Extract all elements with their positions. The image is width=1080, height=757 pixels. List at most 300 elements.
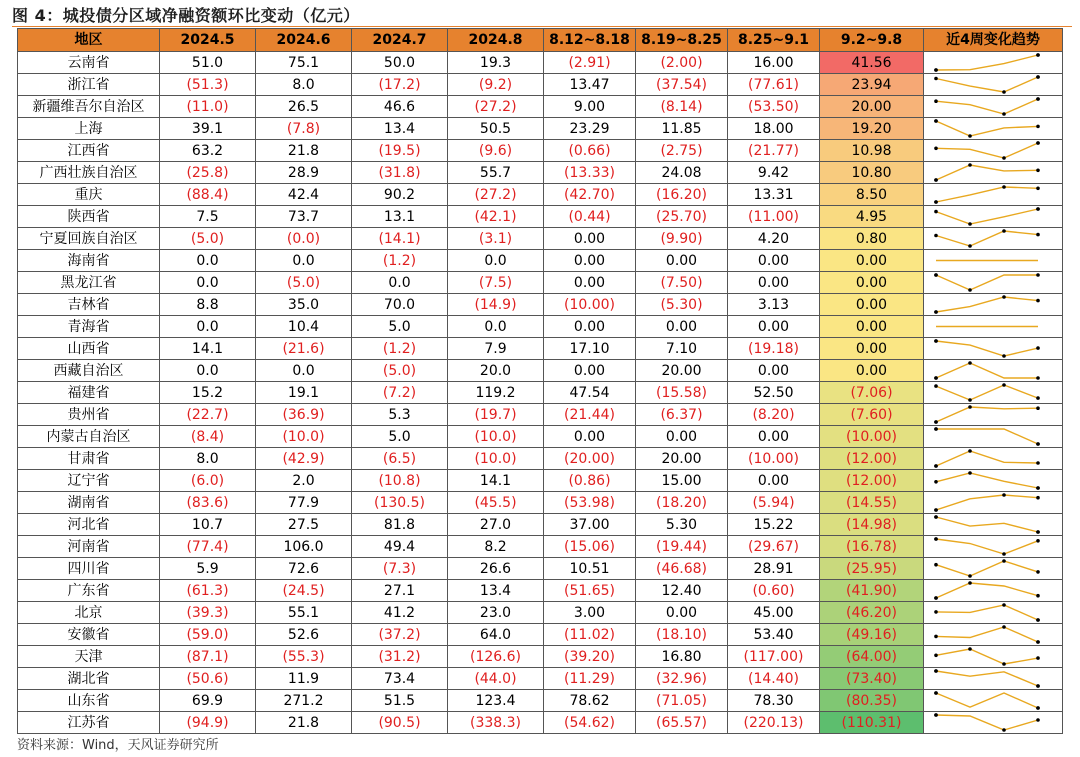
trend-sparkline-cell (924, 74, 1063, 96)
value-cell: 0.00 (728, 272, 820, 294)
latest-week-value-cell: 0.80 (820, 228, 924, 250)
trend-sparkline-cell (924, 470, 1063, 492)
value-cell: 271.2 (256, 690, 352, 712)
value-cell: (19.44) (636, 536, 728, 558)
sparkline-line (936, 121, 1038, 136)
latest-week-value-cell: 10.80 (820, 162, 924, 184)
table-row (18, 382, 1063, 404)
latest-week-value-cell: (16.78) (820, 536, 924, 558)
value-cell: (21.44) (544, 404, 636, 426)
table-row (18, 52, 1063, 74)
value-cell: 77.9 (256, 492, 352, 514)
table-row (18, 558, 1063, 580)
sparkline-end-point (1036, 125, 1040, 129)
sparkline-end-point (1036, 141, 1040, 145)
region-cell: 内蒙古自治区 (18, 426, 160, 448)
value-cell: (7.8) (256, 118, 352, 140)
table-row (18, 316, 1063, 338)
trend-sparkline (924, 52, 1063, 73)
value-cell: (10.0) (448, 448, 544, 470)
sparkline-line (936, 627, 1038, 642)
value-cell: 7.9 (448, 338, 544, 360)
value-cell: (5.0) (352, 360, 448, 382)
table-row (18, 206, 1063, 228)
region-cell: 贵州省 (18, 404, 160, 426)
sparkline-min-point (1002, 662, 1006, 666)
sparkline-line (936, 341, 1038, 356)
sparkline-line (936, 363, 1038, 378)
value-cell: (19.18) (728, 338, 820, 360)
trend-sparkline (924, 250, 1063, 271)
value-cell: 20.00 (636, 448, 728, 470)
sparkline-end-point (934, 537, 938, 541)
table-row (18, 228, 1063, 250)
value-cell: 39.1 (160, 118, 256, 140)
value-cell: (45.5) (448, 492, 544, 514)
sparkline-line (936, 143, 1038, 158)
source-note: 资料来源：Wind，天风证券研究所 (17, 738, 219, 753)
value-cell: 8.8 (160, 294, 256, 316)
trend-sparkline-cell (924, 536, 1063, 558)
value-cell: 0.00 (728, 250, 820, 272)
value-cell: 0.00 (544, 228, 636, 250)
latest-week-value-cell: (46.20) (820, 602, 924, 624)
trend-sparkline-cell (924, 206, 1063, 228)
sparkline-max-point (1002, 185, 1006, 189)
value-cell: 0.0 (160, 272, 256, 294)
sparkline-end-point (934, 515, 938, 519)
sparkline-end-point (934, 310, 938, 314)
sparkline-min-point (968, 244, 972, 248)
trend-sparkline-cell (924, 690, 1063, 712)
sparkline-line (936, 407, 1038, 422)
value-cell: 52.6 (256, 624, 352, 646)
latest-week-value-cell: 0.00 (820, 360, 924, 382)
sparkline-end-point (1036, 53, 1040, 57)
title-underline (12, 26, 1072, 27)
value-cell: 75.1 (256, 52, 352, 74)
latest-week-value-cell: (12.00) (820, 470, 924, 492)
header-week-9-2[interactable]: 9.2~9.8 (820, 29, 924, 52)
value-cell: (220.13) (728, 712, 820, 734)
trend-sparkline (924, 294, 1063, 315)
sparkline-end-point (934, 654, 938, 658)
sparkline-line (936, 495, 1038, 510)
sparkline-end-point (934, 273, 938, 277)
trend-sparkline (924, 514, 1063, 535)
value-cell: (117.00) (728, 646, 820, 668)
value-cell: (10.00) (544, 294, 636, 316)
value-cell: (5.0) (160, 228, 256, 250)
sparkline-end-point (1036, 570, 1040, 574)
trend-sparkline (924, 206, 1063, 227)
value-cell: (46.68) (636, 558, 728, 580)
trend-sparkline-cell (924, 602, 1063, 624)
table-row (18, 162, 1063, 184)
figure-title: 图 4：城投债分区域净融资额环比变动（亿元） (12, 6, 360, 25)
value-cell: 20.0 (448, 360, 544, 382)
sparkline-end-point (1036, 187, 1040, 191)
sparkline-min-point (1002, 552, 1006, 556)
value-cell: 4.20 (728, 228, 820, 250)
region-cell: 天津 (18, 646, 160, 668)
trend-sparkline-cell (924, 250, 1063, 272)
value-cell: (14.9) (448, 294, 544, 316)
latest-week-value-cell: 20.00 (820, 96, 924, 118)
value-cell: (13.33) (544, 162, 636, 184)
sparkline-min-point (968, 222, 972, 226)
value-cell: (37.2) (352, 624, 448, 646)
sparkline-line (936, 649, 1038, 664)
value-cell: (90.5) (352, 712, 448, 734)
region-cell: 安徽省 (18, 624, 160, 646)
trend-sparkline-cell (924, 162, 1063, 184)
sparkline-end-point (934, 147, 938, 151)
value-cell: 11.85 (636, 118, 728, 140)
value-cell: 46.6 (352, 96, 448, 118)
trend-sparkline (924, 470, 1063, 491)
value-cell: 19.1 (256, 382, 352, 404)
value-cell: (77.4) (160, 536, 256, 558)
value-cell: 51.0 (160, 52, 256, 74)
value-cell: 18.00 (728, 118, 820, 140)
trend-sparkline (924, 712, 1063, 733)
sparkline-line (936, 77, 1038, 92)
table-row (18, 404, 1063, 426)
table-row (18, 602, 1063, 624)
sparkline-line (936, 715, 1038, 730)
latest-week-value-cell: (7.06) (820, 382, 924, 404)
value-cell: 0.00 (544, 426, 636, 448)
sparkline-end-point (934, 384, 938, 388)
trend-sparkline-cell (924, 338, 1063, 360)
region-cell: 辽宁省 (18, 470, 160, 492)
trend-sparkline (924, 162, 1063, 183)
trend-sparkline (924, 74, 1063, 95)
value-cell: 15.00 (636, 470, 728, 492)
sparkline-end-point (934, 563, 938, 567)
value-cell: (130.5) (352, 492, 448, 514)
value-cell: 10.4 (256, 316, 352, 338)
value-cell: 47.54 (544, 382, 636, 404)
region-cell: 河北省 (18, 514, 160, 536)
value-cell: (5.0) (256, 272, 352, 294)
value-cell: 78.30 (728, 690, 820, 712)
sparkline-end-point (1036, 594, 1040, 598)
sparkline-min-point (1002, 354, 1006, 358)
trend-sparkline-cell (924, 404, 1063, 426)
value-cell: (36.9) (256, 404, 352, 426)
value-cell: (3.1) (448, 228, 544, 250)
trend-sparkline (924, 382, 1063, 403)
value-cell: 19.3 (448, 52, 544, 74)
value-cell: (53.98) (544, 492, 636, 514)
header-2024-8[interactable]: 2024.8 (448, 29, 544, 52)
trend-sparkline (924, 558, 1063, 579)
value-cell: (17.2) (352, 74, 448, 96)
value-cell: 0.0 (160, 316, 256, 338)
value-cell: (19.5) (352, 140, 448, 162)
sparkline-end-point (934, 691, 938, 695)
sparkline-line (936, 583, 1038, 598)
value-cell: 8.0 (160, 448, 256, 470)
value-cell: 17.10 (544, 338, 636, 360)
value-cell: 23.29 (544, 118, 636, 140)
table-row (18, 624, 1063, 646)
value-cell: 53.40 (728, 624, 820, 646)
sparkline-min-point (968, 398, 972, 402)
value-cell: 10.7 (160, 514, 256, 536)
sparkline-min-point (1002, 156, 1006, 160)
value-cell: (11.29) (544, 668, 636, 690)
sparkline-end-point (1036, 718, 1040, 722)
sparkline-end-point (934, 99, 938, 103)
header-2024-6[interactable]: 2024.6 (256, 29, 352, 52)
sparkline-end-point (1036, 169, 1040, 173)
value-cell: (0.60) (728, 580, 820, 602)
value-cell: (2.00) (636, 52, 728, 74)
latest-week-value-cell: (64.00) (820, 646, 924, 668)
table-row (18, 690, 1063, 712)
region-cell: 吉林省 (18, 294, 160, 316)
value-cell: 69.9 (160, 690, 256, 712)
sparkline-end-point (934, 210, 938, 214)
trend-sparkline-cell (924, 140, 1063, 162)
value-cell: (11.00) (728, 206, 820, 228)
trend-sparkline (924, 624, 1063, 645)
header-2024-5[interactable]: 2024.5 (160, 29, 256, 52)
value-cell: 9.42 (728, 162, 820, 184)
value-cell: (39.20) (544, 646, 636, 668)
sparkline-end-point (1036, 273, 1040, 277)
latest-week-value-cell: 10.98 (820, 140, 924, 162)
sparkline-min-point (1002, 728, 1006, 732)
value-cell: 72.6 (256, 558, 352, 580)
sparkline-end-point (1036, 233, 1040, 237)
table-row (18, 426, 1063, 448)
value-cell: (8.20) (728, 404, 820, 426)
value-cell: 16.80 (636, 646, 728, 668)
value-cell: (2.91) (544, 52, 636, 74)
value-cell: 15.2 (160, 382, 256, 404)
header-trend[interactable]: 近4周变化趋势 (924, 29, 1063, 52)
value-cell: (53.50) (728, 96, 820, 118)
region-cell: 山西省 (18, 338, 160, 360)
table-row (18, 74, 1063, 96)
value-cell: 3.00 (544, 602, 636, 624)
latest-week-value-cell: (80.35) (820, 690, 924, 712)
table-row (18, 536, 1063, 558)
value-cell: (59.0) (160, 624, 256, 646)
value-cell: 0.0 (256, 250, 352, 272)
value-cell: 81.8 (352, 514, 448, 536)
sparkline-min-point (968, 288, 972, 292)
header-2024-7[interactable]: 2024.7 (352, 29, 448, 52)
trend-sparkline (924, 646, 1063, 667)
latest-week-value-cell: 19.20 (820, 118, 924, 140)
value-cell: (338.3) (448, 712, 544, 734)
table-row (18, 96, 1063, 118)
sparkline-line (936, 605, 1038, 620)
value-cell: 5.9 (160, 558, 256, 580)
value-cell: 52.50 (728, 382, 820, 404)
table-row (18, 580, 1063, 602)
sparkline-max-point (968, 163, 972, 167)
value-cell: (83.6) (160, 492, 256, 514)
trend-sparkline (924, 448, 1063, 469)
sparkline-max-point (1002, 559, 1006, 563)
sparkline-line (936, 451, 1038, 466)
sparkline-end-point (1036, 299, 1040, 303)
value-cell: (10.0) (448, 426, 544, 448)
table-row (18, 118, 1063, 140)
value-cell: 0.0 (448, 316, 544, 338)
sparkline-end-point (934, 68, 938, 72)
value-cell: 11.9 (256, 668, 352, 690)
header-week-8-19[interactable]: 8.19~8.25 (636, 29, 728, 52)
sparkline-end-point (1036, 97, 1040, 101)
value-cell: 51.5 (352, 690, 448, 712)
header-row (18, 29, 1063, 52)
value-cell: (42.9) (256, 448, 352, 470)
value-cell: 26.5 (256, 96, 352, 118)
latest-week-value-cell: 4.95 (820, 206, 924, 228)
sparkline-line (936, 165, 1038, 180)
value-cell: (0.86) (544, 470, 636, 492)
trend-sparkline (924, 96, 1063, 117)
sparkline-line (936, 671, 1038, 686)
value-cell: 55.7 (448, 162, 544, 184)
sparkline-line (936, 539, 1038, 554)
value-cell: (31.2) (352, 646, 448, 668)
sparkline-end-point (1036, 618, 1040, 622)
latest-week-value-cell: (14.55) (820, 492, 924, 514)
region-cell: 海南省 (18, 250, 160, 272)
sparkline-end-point (934, 427, 938, 431)
value-cell: 27.5 (256, 514, 352, 536)
sparkline-end-point (1036, 656, 1040, 660)
latest-week-value-cell: 23.94 (820, 74, 924, 96)
value-cell: (50.6) (160, 668, 256, 690)
value-cell: 50.0 (352, 52, 448, 74)
latest-week-value-cell: (7.60) (820, 404, 924, 426)
latest-week-value-cell: 0.00 (820, 294, 924, 316)
value-cell: (15.58) (636, 382, 728, 404)
region-cell: 江西省 (18, 140, 160, 162)
value-cell: 15.22 (728, 514, 820, 536)
value-cell: 0.00 (636, 426, 728, 448)
value-cell: 13.1 (352, 206, 448, 228)
value-cell: 27.1 (352, 580, 448, 602)
sparkline-min-point (968, 574, 972, 578)
latest-week-value-cell: 0.00 (820, 272, 924, 294)
value-cell: 63.2 (160, 140, 256, 162)
table-row (18, 338, 1063, 360)
region-cell: 黑龙江省 (18, 272, 160, 294)
region-cell: 青海省 (18, 316, 160, 338)
header-week-8-12[interactable]: 8.12~8.18 (544, 29, 636, 52)
value-cell: 0.00 (636, 250, 728, 272)
trend-sparkline-cell (924, 118, 1063, 140)
value-cell: 50.5 (448, 118, 544, 140)
sparkline-end-point (934, 508, 938, 512)
trend-sparkline (924, 118, 1063, 139)
trend-sparkline-cell (924, 492, 1063, 514)
trend-sparkline (924, 492, 1063, 513)
sparkline-min-point (1002, 112, 1006, 116)
sparkline-max-point (968, 361, 972, 365)
sparkline-end-point (1036, 376, 1040, 380)
value-cell: (24.5) (256, 580, 352, 602)
value-cell: 42.4 (256, 184, 352, 206)
value-cell: 0.00 (728, 426, 820, 448)
trend-sparkline-cell (924, 52, 1063, 74)
trend-sparkline-cell (924, 558, 1063, 580)
latest-week-value-cell: (41.90) (820, 580, 924, 602)
value-cell: 10.51 (544, 558, 636, 580)
latest-week-value-cell: (10.00) (820, 426, 924, 448)
value-cell: (42.70) (544, 184, 636, 206)
value-cell: 7.10 (636, 338, 728, 360)
region-cell: 江苏省 (18, 712, 160, 734)
trend-sparkline-cell (924, 316, 1063, 338)
region-cell: 山东省 (18, 690, 160, 712)
table-row (18, 448, 1063, 470)
value-cell: 2.0 (256, 470, 352, 492)
value-cell: (19.7) (448, 404, 544, 426)
value-cell: 5.0 (352, 426, 448, 448)
value-cell: 0.00 (636, 602, 728, 624)
value-cell: (7.5) (448, 272, 544, 294)
value-cell: (54.62) (544, 712, 636, 734)
value-cell: 45.00 (728, 602, 820, 624)
sparkline-end-point (1036, 684, 1040, 688)
trend-sparkline-cell (924, 382, 1063, 404)
header-week-8-25[interactable]: 8.25~9.1 (728, 29, 820, 52)
sparkline-end-point (934, 669, 938, 673)
trend-sparkline-cell (924, 668, 1063, 690)
value-cell: 14.1 (448, 470, 544, 492)
value-cell: (77.61) (728, 74, 820, 96)
value-cell: 0.00 (544, 316, 636, 338)
value-cell: (31.8) (352, 162, 448, 184)
latest-week-value-cell: 0.00 (820, 316, 924, 338)
sparkline-end-point (934, 200, 938, 204)
header-region[interactable]: 地区 (18, 29, 160, 52)
trend-sparkline (924, 580, 1063, 601)
sparkline-max-point (968, 449, 972, 453)
value-cell: (65.57) (636, 712, 728, 734)
value-cell: 23.0 (448, 602, 544, 624)
value-cell: 78.62 (544, 690, 636, 712)
value-cell: (14.1) (352, 228, 448, 250)
value-cell: 0.00 (728, 360, 820, 382)
sparkline-max-point (1002, 625, 1006, 629)
value-cell: 73.4 (352, 668, 448, 690)
region-cell: 湖南省 (18, 492, 160, 514)
sparkline-end-point (934, 464, 938, 468)
value-cell: 73.7 (256, 206, 352, 228)
sparkline-end-point (1036, 539, 1040, 543)
value-cell: 26.6 (448, 558, 544, 580)
value-cell: (0.66) (544, 140, 636, 162)
value-cell: (10.0) (256, 426, 352, 448)
value-cell: 64.0 (448, 624, 544, 646)
value-cell: 0.0 (352, 272, 448, 294)
region-cell: 陕西省 (18, 206, 160, 228)
trend-sparkline-cell (924, 426, 1063, 448)
table-row (18, 646, 1063, 668)
